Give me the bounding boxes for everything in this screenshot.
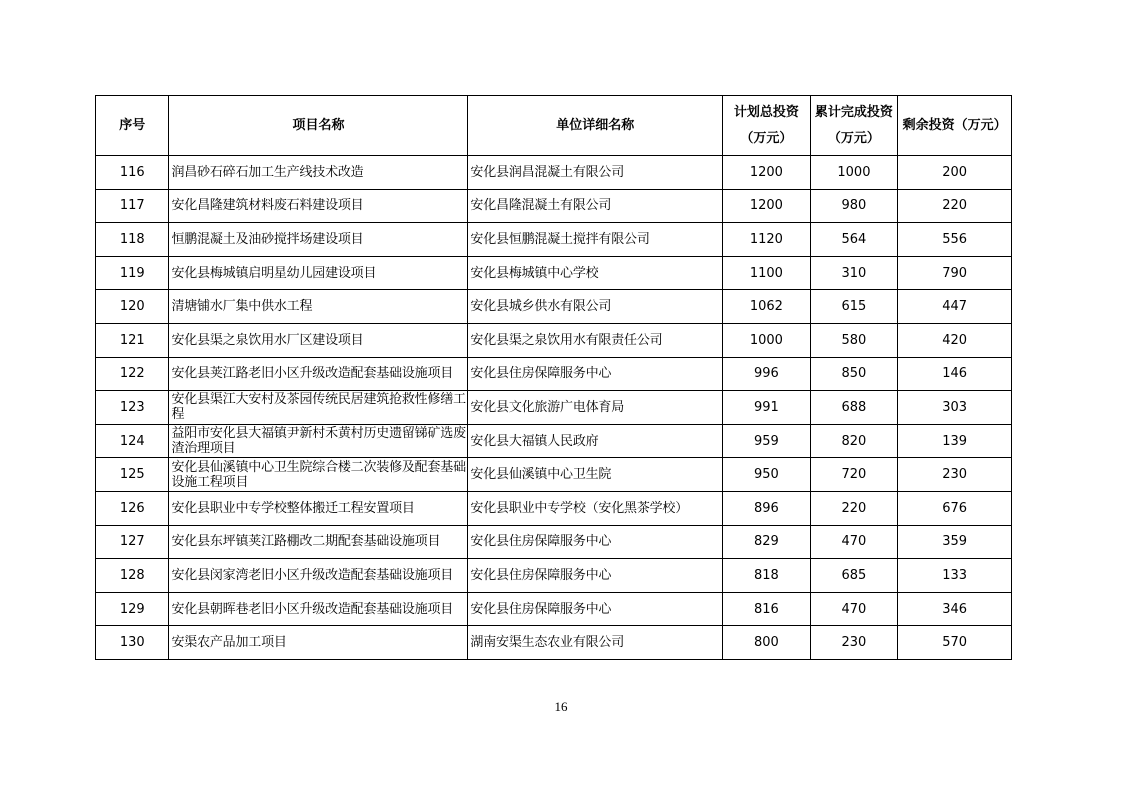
cell-unit: 安化县渠之泉饮用水有限责任公司 (468, 323, 723, 357)
table-row (96, 223, 1012, 257)
table-row (96, 189, 1012, 223)
cell-seq: 117 (96, 189, 169, 223)
table-row (96, 626, 1012, 660)
cell-unit: 安化县仙溪镇中心卫生院 (468, 458, 723, 492)
cell-remaining: 146 (898, 357, 1012, 391)
cell-seq: 128 (96, 559, 169, 593)
cell-remaining: 570 (898, 626, 1012, 660)
cell-completed: 685 (810, 559, 898, 593)
cell-project: 安化县渠江大安村及茶园传统民居建筑抢救性修缮工程 (169, 391, 468, 425)
cell-unit: 安化县文化旅游广电体育局 (468, 391, 723, 425)
cell-completed: 615 (810, 290, 898, 324)
cell-project: 安化县渠之泉饮用水厂区建设项目 (169, 323, 468, 357)
header-completed-line1: 累计完成投资 (814, 104, 893, 120)
cell-planned: 1100 (723, 256, 811, 290)
cell-seq: 119 (96, 256, 169, 290)
table-row (96, 391, 1012, 425)
cell-seq: 127 (96, 525, 169, 559)
cell-remaining: 230 (898, 458, 1012, 492)
header-planned-line1: 计划总投资 (733, 104, 799, 120)
cell-planned: 800 (723, 626, 811, 660)
cell-remaining: 220 (898, 189, 1012, 223)
cell-project: 清塘铺水厂集中供水工程 (169, 290, 468, 324)
cell-unit: 安化县住房保障服务中心 (468, 525, 723, 559)
cell-unit: 安化县住房保障服务中心 (468, 592, 723, 626)
cell-remaining: 346 (898, 592, 1012, 626)
cell-project: 安化县东坪镇荚江路棚改二期配套基础设施项目 (169, 525, 468, 559)
cell-project: 安化县朝晖巷老旧小区升级改造配套基础设施项目 (169, 592, 468, 626)
cell-remaining: 447 (898, 290, 1012, 324)
cell-planned: 959 (723, 424, 811, 458)
cell-completed: 220 (810, 491, 898, 525)
table-row (96, 156, 1012, 190)
cell-completed: 1000 (810, 156, 898, 190)
cell-remaining: 420 (898, 323, 1012, 357)
cell-seq: 130 (96, 626, 169, 660)
table-row (96, 357, 1012, 391)
header-completed-investment (810, 96, 898, 156)
table-row (96, 256, 1012, 290)
cell-remaining: 200 (898, 156, 1012, 190)
cell-unit: 安化县梅城镇中心学校 (468, 256, 723, 290)
header-planned-line2: （万元） (740, 130, 793, 146)
cell-remaining: 676 (898, 491, 1012, 525)
cell-planned: 996 (723, 357, 811, 391)
cell-project: 润昌砂石碎石加工生产线技术改造 (169, 156, 468, 190)
cell-project: 安化昌隆建筑材料废石料建设项目 (169, 189, 468, 223)
cell-unit: 安化县恒鹏混凝土搅拌有限公司 (468, 223, 723, 257)
cell-unit: 安化昌隆混凝土有限公司 (468, 189, 723, 223)
cell-planned: 991 (723, 391, 811, 425)
table-row (96, 491, 1012, 525)
cell-completed: 470 (810, 592, 898, 626)
cell-unit: 安化县住房保障服务中心 (468, 559, 723, 593)
cell-project: 安化县职业中专学校整体搬迁工程安置项目 (169, 491, 468, 525)
cell-seq: 121 (96, 323, 169, 357)
cell-completed: 470 (810, 525, 898, 559)
cell-unit: 安化县润昌混凝土有限公司 (468, 156, 723, 190)
cell-completed: 850 (810, 357, 898, 391)
cell-planned: 816 (723, 592, 811, 626)
table-row (96, 323, 1012, 357)
cell-remaining: 303 (898, 391, 1012, 425)
cell-completed: 820 (810, 424, 898, 458)
cell-project: 安化县荚江路老旧小区升级改造配套基础设施项目 (169, 357, 468, 391)
cell-project: 安化县仙溪镇中心卫生院综合楼二次装修及配套基础设施工程项目 (169, 458, 468, 492)
header-remaining-investment: 剩余投资（万元） (898, 96, 1012, 156)
cell-seq: 116 (96, 156, 169, 190)
cell-seq: 123 (96, 391, 169, 425)
cell-unit: 安化县住房保障服务中心 (468, 357, 723, 391)
cell-project: 安化县梅城镇启明星幼儿园建设项目 (169, 256, 468, 290)
table-row (96, 559, 1012, 593)
cell-project: 安渠农产品加工项目 (169, 626, 468, 660)
cell-planned: 1000 (723, 323, 811, 357)
header-unit-name: 单位详细名称 (468, 96, 723, 156)
cell-seq: 125 (96, 458, 169, 492)
cell-unit: 安化县大福镇人民政府 (468, 424, 723, 458)
header-project-name: 项目名称 (169, 96, 468, 156)
cell-seq: 126 (96, 491, 169, 525)
table-row (96, 424, 1012, 458)
cell-completed: 720 (810, 458, 898, 492)
table-row (96, 458, 1012, 492)
cell-completed: 564 (810, 223, 898, 257)
header-completed-line2: （万元） (827, 130, 880, 146)
cell-unit: 安化县职业中专学校（安化黑茶学校） (468, 491, 723, 525)
cell-remaining: 359 (898, 525, 1012, 559)
cell-seq: 120 (96, 290, 169, 324)
header-seq: 序号 (96, 96, 169, 156)
cell-completed: 980 (810, 189, 898, 223)
cell-planned: 1200 (723, 189, 811, 223)
cell-project: 益阳市安化县大福镇尹新村禾黄村历史遗留锑矿选废渣治理项目 (169, 424, 468, 458)
cell-remaining: 133 (898, 559, 1012, 593)
cell-planned: 1200 (723, 156, 811, 190)
cell-completed: 688 (810, 391, 898, 425)
cell-seq: 129 (96, 592, 169, 626)
cell-completed: 310 (810, 256, 898, 290)
page-number: 16 (554, 699, 568, 714)
table-row (96, 290, 1012, 324)
table-row (96, 525, 1012, 559)
cell-planned: 1062 (723, 290, 811, 324)
header-planned-investment (723, 96, 811, 156)
cell-seq: 122 (96, 357, 169, 391)
cell-unit: 湖南安渠生态农业有限公司 (468, 626, 723, 660)
cell-project: 安化县闵家湾老旧小区升级改造配套基础设施项目 (169, 559, 468, 593)
cell-planned: 950 (723, 458, 811, 492)
cell-seq: 124 (96, 424, 169, 458)
cell-planned: 829 (723, 525, 811, 559)
cell-planned: 818 (723, 559, 811, 593)
cell-project: 恒鹏混凝土及油砂搅拌场建设项目 (169, 223, 468, 257)
cell-completed: 230 (810, 626, 898, 660)
cell-seq: 118 (96, 223, 169, 257)
cell-remaining: 139 (898, 424, 1012, 458)
header-row (96, 96, 1012, 156)
cell-completed: 580 (810, 323, 898, 357)
cell-unit: 安化县城乡供水有限公司 (468, 290, 723, 324)
cell-planned: 896 (723, 491, 811, 525)
cell-remaining: 556 (898, 223, 1012, 257)
investment-table (95, 95, 1012, 660)
cell-planned: 1120 (723, 223, 811, 257)
cell-remaining: 790 (898, 256, 1012, 290)
table-row (96, 592, 1012, 626)
